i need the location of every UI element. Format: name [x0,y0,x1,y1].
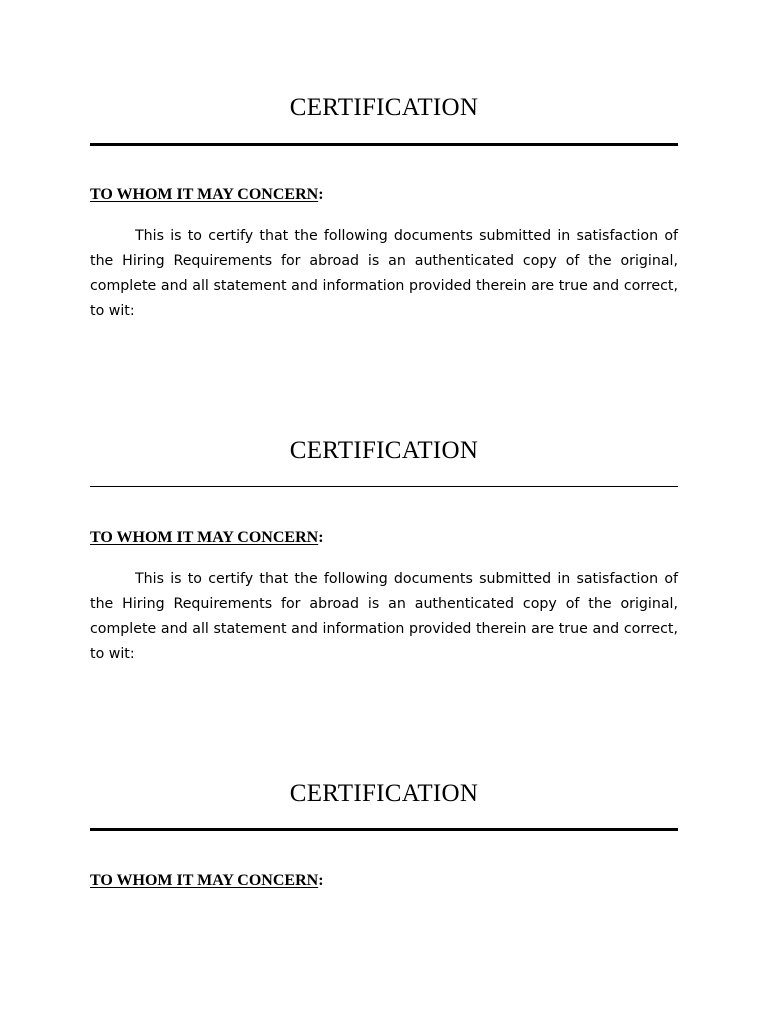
certification-body: This is to certify that the following documents submitted in satisfaction of the Hiring Requirements for abroad is an authenticated copy of the original, complete and all statement and information provided therein are true and correct, to wit: [90,228,678,319]
addressee-colon: : [318,186,324,203]
addressee-colon: : [318,529,324,546]
certification-body: This is to certify that the following documents submitted in satisfaction of the Hiring Requirements for abroad is an authenticated copy of the original, complete and all statement and information provided therein are true and correct, to wit: [90,571,678,662]
certification-section-3 [90,779,678,891]
certification-section-2 [90,436,678,667]
addressee-text: TO WHOM IT MAY CONCERN [90,529,319,546]
addressee-text: TO WHOM IT MAY CONCERN [90,186,319,203]
title-divider [90,486,678,487]
certification-section-1 [90,93,678,324]
addressee-line [90,185,678,205]
addressee-line [90,871,678,891]
certification-title: CERTIFICATION [289,437,479,464]
addressee-line [90,528,678,548]
certification-title: CERTIFICATION [289,94,479,121]
certification-title: CERTIFICATION [289,780,479,807]
addressee-colon: : [318,872,324,889]
addressee-text: TO WHOM IT MAY CONCERN [90,872,319,889]
title-divider [90,828,678,831]
title-divider [90,143,678,146]
